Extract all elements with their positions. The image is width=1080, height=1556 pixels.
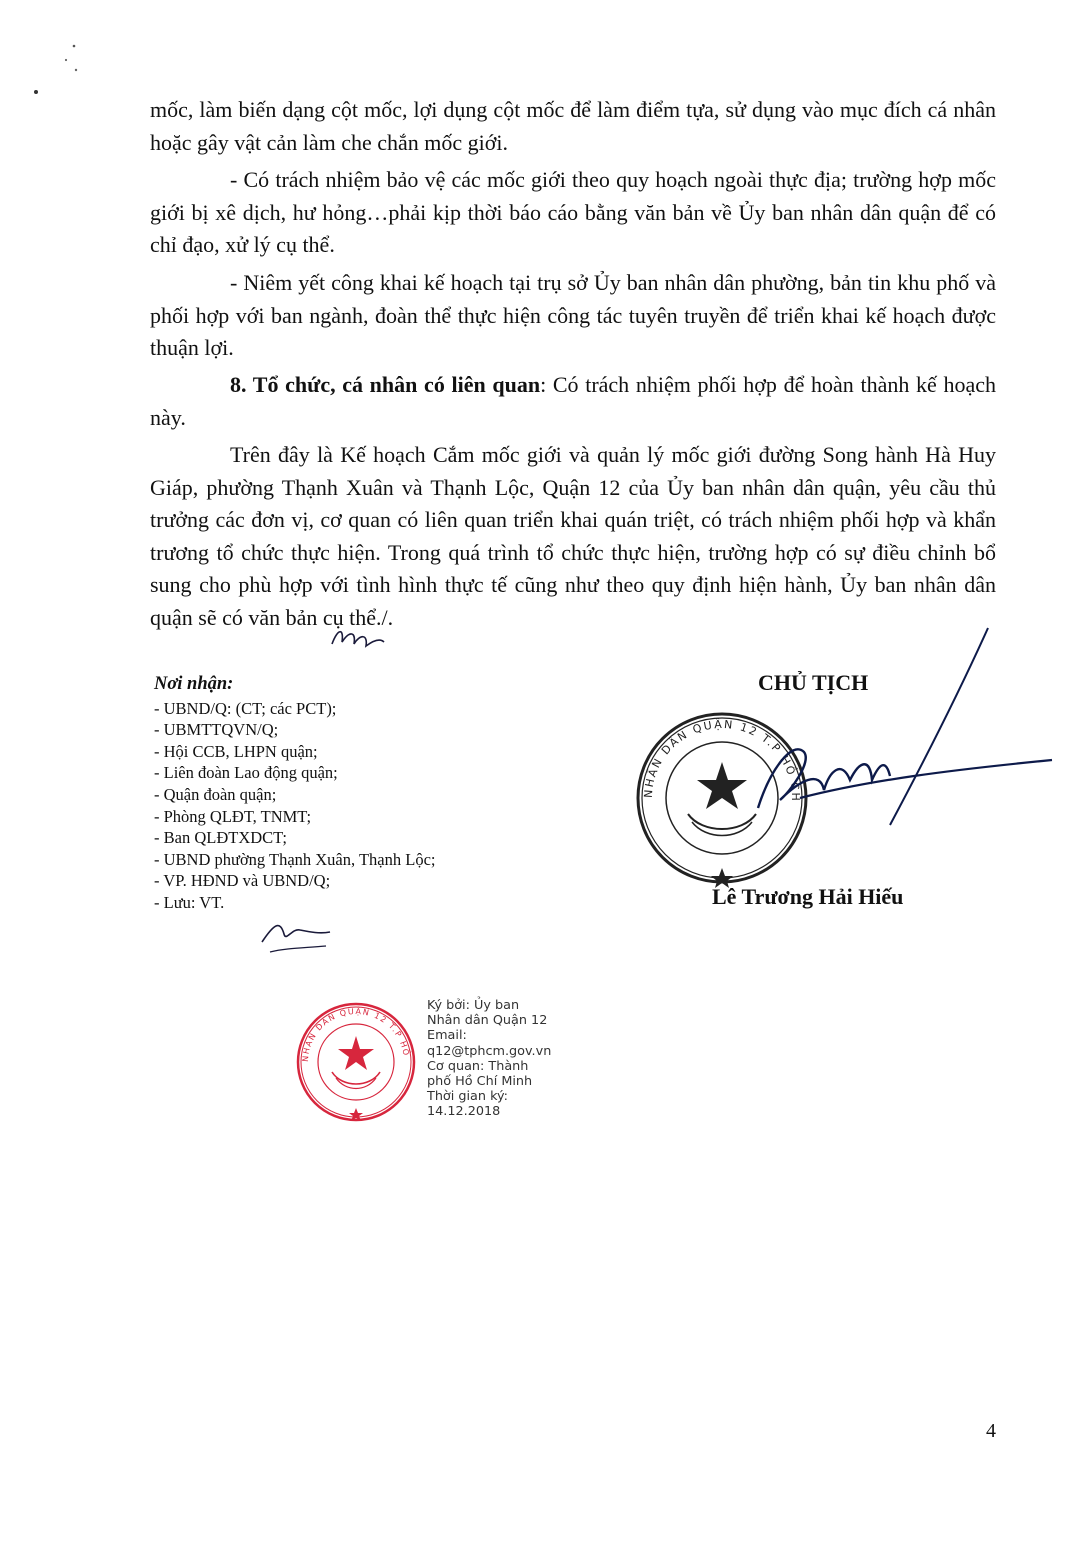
scan-noise-marks: [30, 40, 90, 110]
digital-signature-line: Ký bởi: Ủy ban: [427, 998, 520, 1013]
paragraph-conclusion: [150, 439, 996, 634]
recipient-item: - UBND phường Thạnh Xuân, Thạnh Lộc;: [154, 849, 436, 869]
section-8-text: : Có trách nhiệm phối hợp để hoàn thành kế hoạch này.: [150, 372, 996, 430]
recipient-item: - Phòng QLĐT, TNMT;: [154, 806, 312, 826]
paragraph-section-8: [150, 369, 996, 434]
recipient-item: - Hội CCB, LHPN quận;: [154, 741, 318, 761]
paragraph-continuation: mốc, làm biến dạng cột mốc, lợi dụng cột mốc để làm điểm tựa, sử dụng vào mục đích cá nhân hoặc gây vật cản làm che chắn mốc giới.: [150, 97, 996, 155]
digital-signature-line: Nhân dân Quận 12: [427, 1013, 548, 1029]
digital-signature-line: Email:: [427, 1028, 467, 1044]
initials-mark: [328, 624, 388, 654]
seal-text: NHÂN DÂN QUẬN 12 T.P HỒ CHÍ MINH: [626, 698, 803, 803]
section-8-heading: 8. Tổ chức, cá nhân có liên quan: [230, 372, 541, 397]
digital-signature-line: 14.12.2018: [427, 1104, 501, 1120]
signer-name: Lê Trương Hải Hiếu: [712, 884, 904, 909]
recipient-item: - Liên đoàn Lao động quận;: [154, 763, 338, 783]
recipients-title: Nơi nhận:: [154, 674, 234, 694]
handwritten-signature: [700, 620, 1060, 860]
recipient-item: - VP. HĐND và UBND/Q;: [154, 871, 331, 891]
paragraph-conclusion-text: Trên đây là Kế hoạch Cắm mốc giới và quản lý mốc giới đường Song hành Hà Huy Giáp, phường Thạnh Xuân và Thạnh Lộc, Quận 12 của Ủy ban nhân dân quận, yêu cầu thủ trưởng các đơn vị, cơ quan có liên quan triển khai quán triệt, có trách nhiệm phối hợp và khẩn trương tổ chức thực hiện. Trong quá trình tổ chức thực hiện, trường hợp có sự điều chỉnh bổ sung cho phù hợp với tình hình thực tế cũng như theo quy định hiện hành, Ủy ban nhân dân quận sẽ có văn bản cụ thể./.: [150, 442, 996, 630]
digital-signature-line: phố Hồ Chí Minh: [427, 1074, 533, 1090]
digital-signature-seal: [289, 993, 418, 1124]
recipient-item: - UBMTTQVN/Q;: [154, 720, 279, 740]
digital-signature-line: Thời gian ký:: [427, 1089, 508, 1105]
paraph-mark: [256, 914, 336, 958]
paragraph-public-posting: [150, 267, 996, 365]
paragraph-protect-markers-text: - Có trách nhiệm bảo vệ các mốc giới theo quy hoạch ngoài thực địa; trường hợp mốc giới bị xê dịch, hư hỏng…phải kịp thời báo cáo bằng văn bản về Ủy ban nhân dân quận để có chỉ đạo, xử lý cụ thể.: [150, 167, 996, 257]
recipient-item: - Lưu: VT.: [154, 892, 225, 912]
paragraph-protect-markers: [150, 164, 996, 262]
signature-title: CHỦ TỊCH: [758, 670, 869, 695]
page-number: 4: [986, 1420, 996, 1442]
paragraph-public-posting-text: - Niêm yết công khai kế hoạch tại trụ sở Ủy ban nhân dân phường, bản tin khu phố và phối hợp với ban ngành, đoàn thể thực hiện công tác tuyên truyền để triển khai kế hoạch được thuận lợi.: [150, 270, 996, 360]
digital-signature-info: [427, 998, 551, 1120]
recipient-item: - Ban QLĐTXDCT;: [154, 828, 287, 848]
recipient-item: - Quận đoàn quận;: [154, 784, 277, 804]
digital-seal-text: NHÂN DÂN QUẬN 12 T.P HỒ CHÍ MINH: [289, 993, 412, 1063]
recipient-item: - UBND/Q: (CT; các PCT);: [154, 698, 337, 718]
digital-signature-line: Cơ quan: Thành: [427, 1058, 529, 1074]
recipients-list: [154, 674, 435, 914]
digital-signature-line: q12@tphcm.gov.vn: [427, 1043, 552, 1059]
